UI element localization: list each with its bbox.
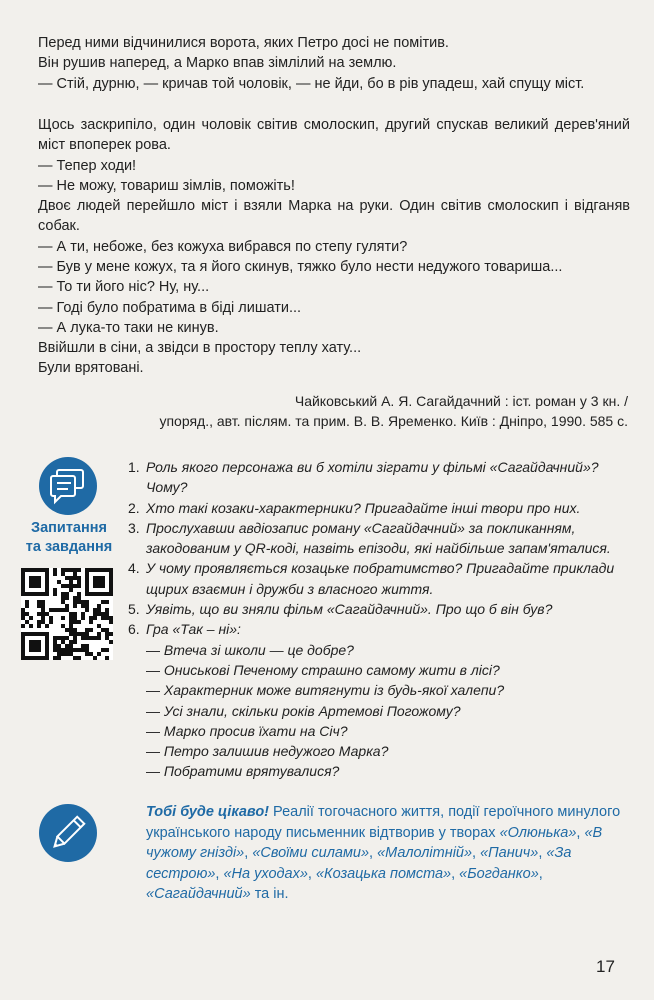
story-line: — То ти його ніс? Ну, ну...: [38, 279, 210, 295]
story-line: — Був у мене кожух, та я його скинув, тяжко було нести недужого товариша...: [38, 259, 563, 275]
game-item: — Характерник може витягнути із будь-якої халепи?: [146, 682, 505, 699]
tip-work: «Сагайдачний»: [146, 886, 251, 902]
question-item: 6. Гра «Так – ні»:: [128, 621, 241, 638]
pencil-icon: [38, 803, 98, 863]
page-number: 17: [596, 957, 615, 976]
story-line: Були врятовані.: [38, 360, 144, 376]
question-item: 1. Роль якого персонажа ви б хотіли зіграти у фільмі «Сагайдачний»? Чому?: [128, 459, 599, 496]
tip-work: «Олюнька»: [499, 824, 577, 841]
qr-code-icon[interactable]: [21, 568, 113, 660]
game-item: — Побратими врятувалися?: [146, 763, 340, 780]
tip-work: «Своїми силами»: [252, 845, 370, 861]
section-label: [14, 519, 124, 557]
tip-work: «На уходах»: [223, 865, 308, 882]
tip-text: Реалії тогочасного життя, події героїчного минулого українського народу письменник відтворив у творах: [146, 804, 621, 841]
story-line: — Стій, дурню, — кричав той чоловік, — не йди, бо в рів упадеш, хай спущу міст.: [38, 76, 585, 92]
chat-bubbles-icon: [38, 456, 98, 516]
tip-work: «Панич»: [480, 845, 539, 861]
story-line: — Годі було побратима в біді лишати...: [38, 300, 302, 316]
story-line: Щось заскрипіло, один чоловік світив смолоскип, другий спускав великий дерев'яний міст впоперек рова.: [38, 117, 630, 153]
tip-paragraph: Тобі буде цікаво! Реалії тогочасного життя, події героїчного минулого українського народу письменник відтворив у творах «Олюнька», «В чужому гнізді», «Своїми силами», «Малолітній», «Панич», «За сестрою», «На уходах», «Козацька помста», «Богданко», «Сагайдачний» та ін.: [146, 804, 621, 902]
section-label-line-2: та завдання: [25, 539, 113, 555]
tip-lead: Тобі буде цікаво!: [146, 804, 270, 820]
tip-work: «Козацька помста»: [315, 865, 452, 882]
tip-work: «Малолітній»: [377, 845, 473, 861]
tip-work: «В чужому гнізді»: [146, 824, 603, 861]
story-line: Ввійшли в сіни, а звідси в простору теплу хату...: [38, 340, 362, 356]
story-line: Двоє людей перейшло міст і взяли Марка на руки. Один світив смолоскип і відганяв собак.: [38, 198, 630, 234]
story-line: — А лука-то таки не кинув.: [38, 320, 219, 336]
game-item: — Марко просив їхати на Січ?: [146, 722, 348, 739]
question-item: 2. Хто такі козаки-характерники? Пригадайте інші твори про них.: [128, 499, 581, 516]
tip-work: «За сестрою»: [146, 845, 572, 882]
section-label-line-1: Запитання: [31, 520, 107, 536]
story-line: Він рушив наперед, а Марко впав зімлілий на землю.: [38, 55, 397, 71]
question-item: 3. Прослухавши авдіозапис роману «Сагайдачний» за покликанням, закодованим у QR-коді, назвіть епізоди, які найбільше запам'яталися.: [128, 519, 611, 557]
tip-ending: та ін.: [254, 886, 289, 902]
story-line: — Не можу, товариш зімлів, поможіть!: [38, 178, 295, 194]
source-citation-line-2: упоряд., авт. післям. та прим. В. В. Яременко. Київ : Дніпро, 1990. 585 с.: [159, 413, 628, 429]
game-item: — Втеча зі школи — це добре?: [146, 641, 354, 658]
game-item: — Петро залишив недужого Марка?: [146, 743, 389, 760]
story-line: Перед ними відчинилися ворота, яких Петро досі не помітив.: [38, 35, 449, 51]
question-item: 4. У чому проявляється козацьке побратимство? Пригадайте приклади щирих взаємин і дружби з власного життя.: [128, 560, 615, 597]
game-item: — Ониськові Печеному страшно самому жити в лісі?: [146, 661, 500, 678]
question-item: 5. Уявіть, що ви зняли фільм «Сагайдачний». Про що б він був?: [128, 601, 553, 618]
story-line: — А ти, небоже, без кожуха вибрався по степу гуляти?: [38, 239, 408, 255]
game-item: — Усі знали, скільки років Артемові Погожому?: [146, 702, 461, 719]
questions-list: [122, 457, 634, 782]
tip-work: «Богданко»: [459, 865, 539, 882]
story-line: — Тепер ходи!: [38, 158, 137, 174]
source-citation-line-1: Чайковський А. Я. Сагайдачний : іст. роман у 3 кн. /: [294, 393, 628, 409]
